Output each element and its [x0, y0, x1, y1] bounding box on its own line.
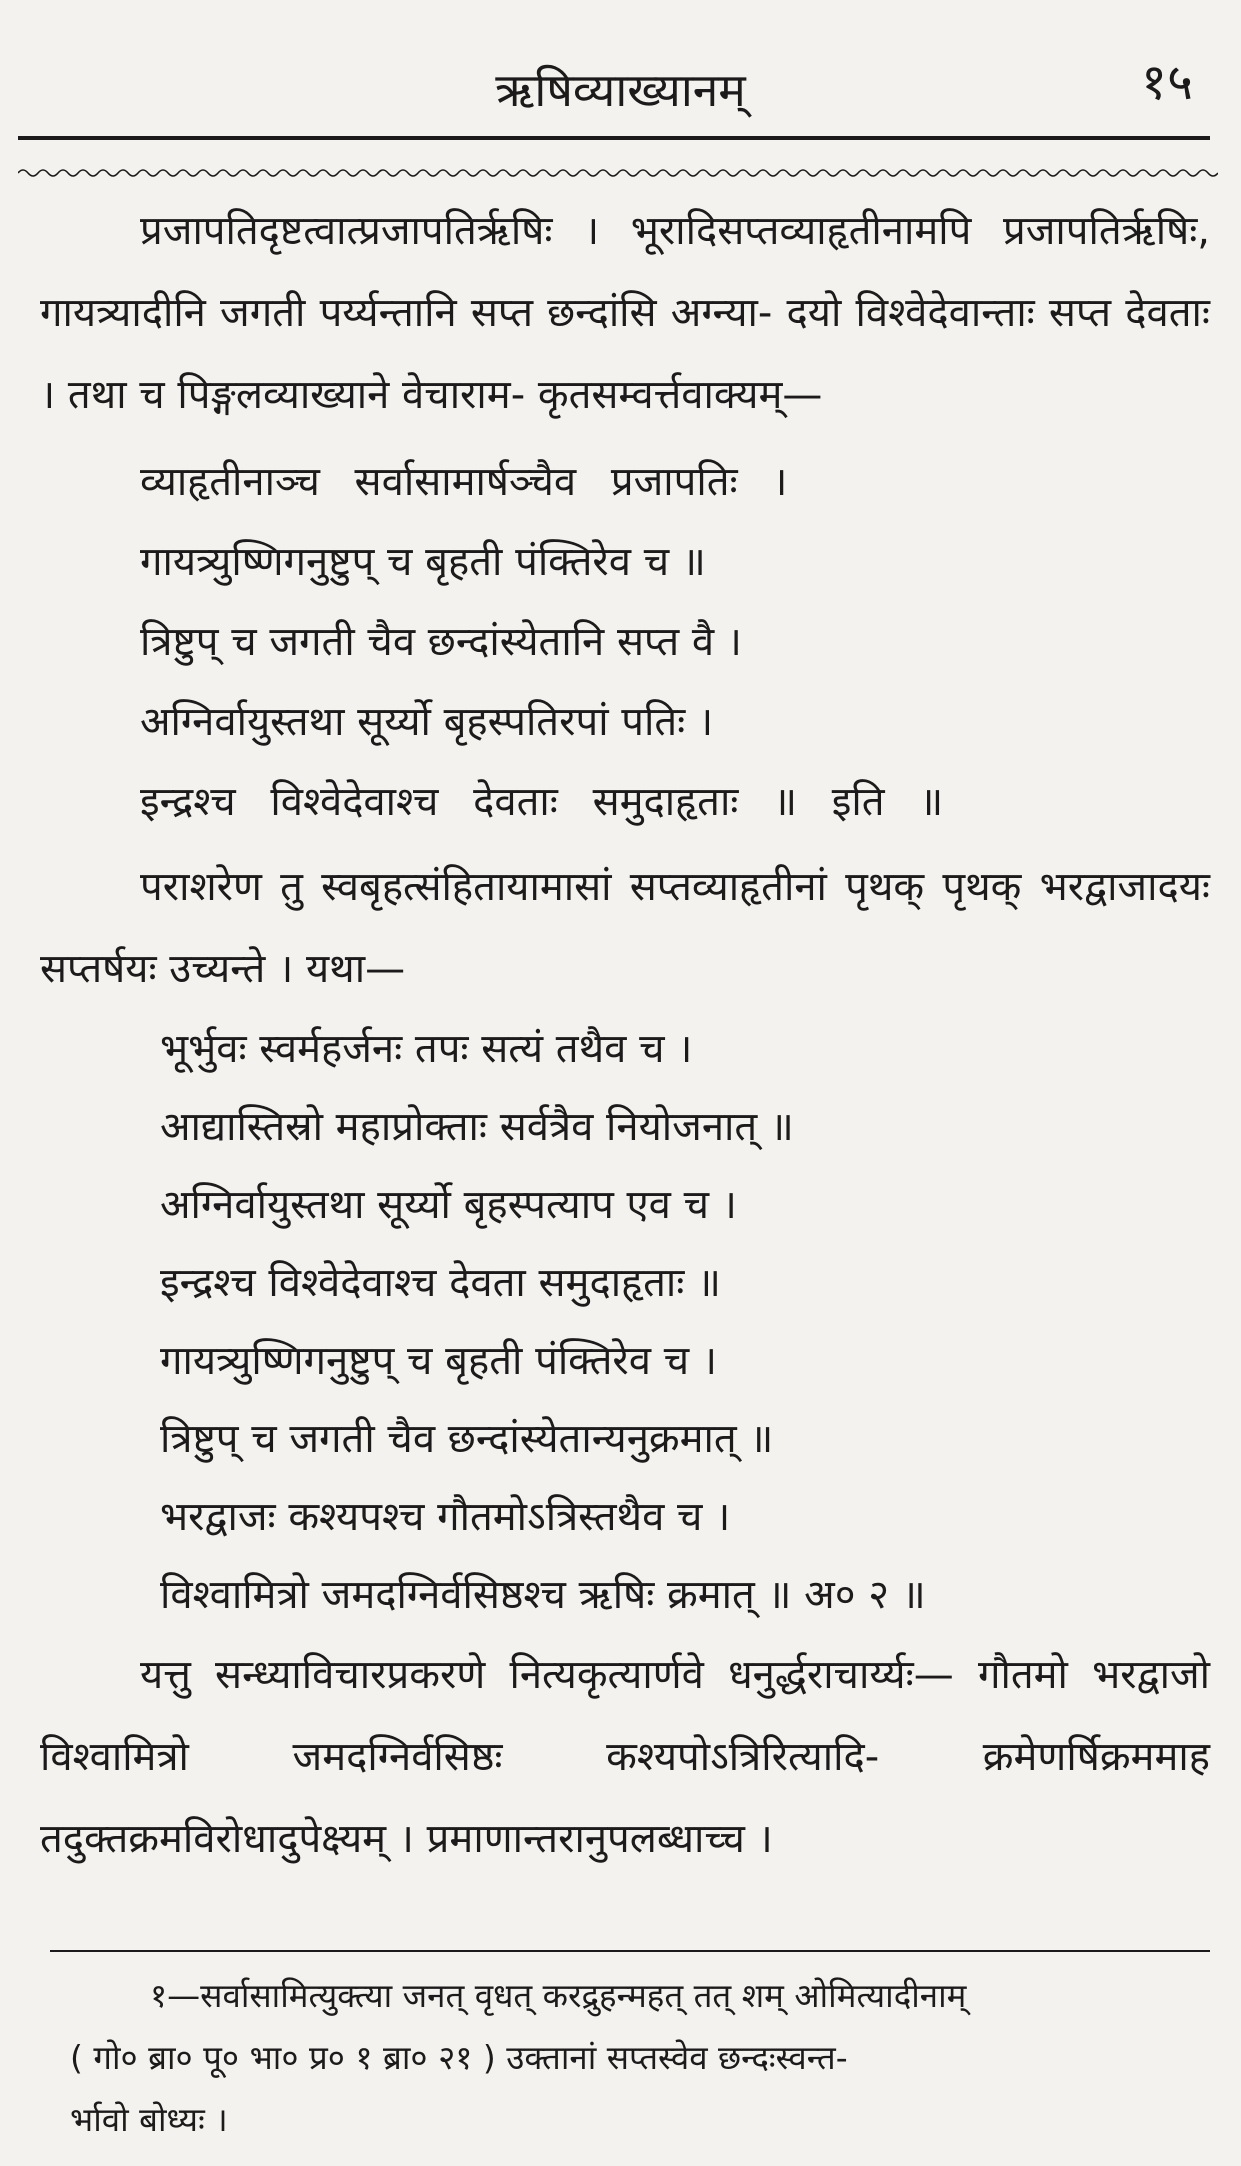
intro-line: कृतसम्वर्त्तवाक्यम्— [537, 372, 823, 418]
verse-line: अग्निर्वायुस्तथा सूर्य्यो बृहस्पत्याप एव च । [160, 1182, 737, 1228]
intro-line: प्रजापतिदृष्टत्वात्प्रजापतिर्ऋषिः । भूरादिसप्तव्याहृतीनामपि [140, 208, 972, 254]
footnote-line: ( गो० ब्रा० पू० भा० प्र० १ ब्रा० २१ ) उक्तानां सप्तस्वेव छन्दःस्वन्त- [70, 2038, 848, 2077]
page-number: १५ [1141, 53, 1193, 111]
verse-line: इन्द्रश्च विश्वेदेवाश्च देवता समुदाहृताः ॥ [160, 1260, 721, 1306]
main-text [40, 190, 1210, 1880]
verse-line: भूर्भुवः स्वर्महर्जनः तपः सत्यं तथैव च । [160, 1026, 693, 1072]
intro-paragraph [40, 190, 1210, 436]
verse-line: इन्द्रश्च विश्वेदेवाश्च देवताः समुदाहृताः ॥ इति ॥ [140, 779, 944, 825]
verse-line: गायत्र्युष्णिगनुष्टुप् च बृहती पंक्तिरेव च ॥ [140, 539, 706, 585]
verse-line: अग्निर्वायुस्तथा सूर्य्यो बृहस्पतिरपां पतिः । [140, 699, 714, 745]
parashara-line: भरद्वाजादयः सप्तर्षयः उच्यन्ते । यथा— [40, 864, 1210, 992]
verse-line: गायत्र्युष्णिगनुष्टुप् च बृहती पंक्तिरेव च । [160, 1338, 718, 1384]
intro-line: दयो विश्वेदेवान्ताः सप्त देवताः । तथा च पिङ्गलव्याख्याने वेचाराम- [40, 290, 1210, 418]
verse-line: विश्वामित्रो जमदग्निर्वसिष्ठश्च ऋषिः क्रमात् ॥ अ० २ ॥ [160, 1572, 926, 1618]
closing-line: क्रमेणर्षिक्रममाह तदुक्तक्रमविरोधादुपेक्ष्यम् । प्रमाणान्तरानुपलब्धाच्च । [40, 1734, 1210, 1862]
footnote-line: १—सर्वासामित्युक्त्या जनत् वृधत् करद्रुहन्महत् तत् शम् ओमित्यादीनाम् [150, 1976, 967, 2015]
verse-block-pingala [40, 442, 1210, 842]
verse-line: त्रिष्टुप् च जगती चैव छन्दांस्येतानि सप्त वै । [140, 619, 742, 665]
parashara-paragraph [40, 846, 1210, 1010]
closing-line: यत्तु सन्ध्याविचारप्रकरणे नित्यकृत्यार्णवे धनुर्द्धराचार्य्यः— [140, 1652, 954, 1698]
running-title: ऋषिव्याख्यानम् [495, 63, 746, 117]
footnote-line: र्भावो बोध्यः । [70, 2100, 228, 2139]
verse-line: त्रिष्टुप् च जगती चैव छन्दांस्येतान्यनुक्रमात् ॥ [160, 1416, 774, 1462]
verse-line: भरद्वाजः कश्यपश्च गौतमोऽत्रिस्तथैव च । [160, 1494, 731, 1540]
verse-block-parashara [40, 1010, 1210, 1634]
footnote [70, 1965, 1210, 2151]
header-rule [18, 136, 1210, 140]
footnote-rule [50, 1950, 1210, 1952]
parashara-line: पराशरेण तु स्वबृहत्संहितायामासां सप्तव्याहृतीनां पृथक् पृथक् [140, 864, 1022, 910]
verse-line: व्याहृतीनाञ्च सर्वासामार्षञ्चैव प्रजापतिः । [140, 459, 788, 505]
header-wavy-rule [18, 166, 1218, 180]
verse-line: आद्यास्तिस्रो महाप्रोक्ताः सर्वत्रैव नियोजनात् ॥ [160, 1104, 794, 1150]
intro-line: प्रजापतिर्ऋषिः, गायत्र्यादीनि जगती पर्य्यन्तानि सप्त छन्दांसि अग्न्या- [40, 208, 1211, 336]
closing-paragraph [40, 1634, 1210, 1880]
closing-line: गौतमो भरद्वाजो विश्वामित्रो जमदग्निर्वसिष्ठः कश्यपोऽत्रिरित्यादि- [40, 1652, 1210, 1780]
